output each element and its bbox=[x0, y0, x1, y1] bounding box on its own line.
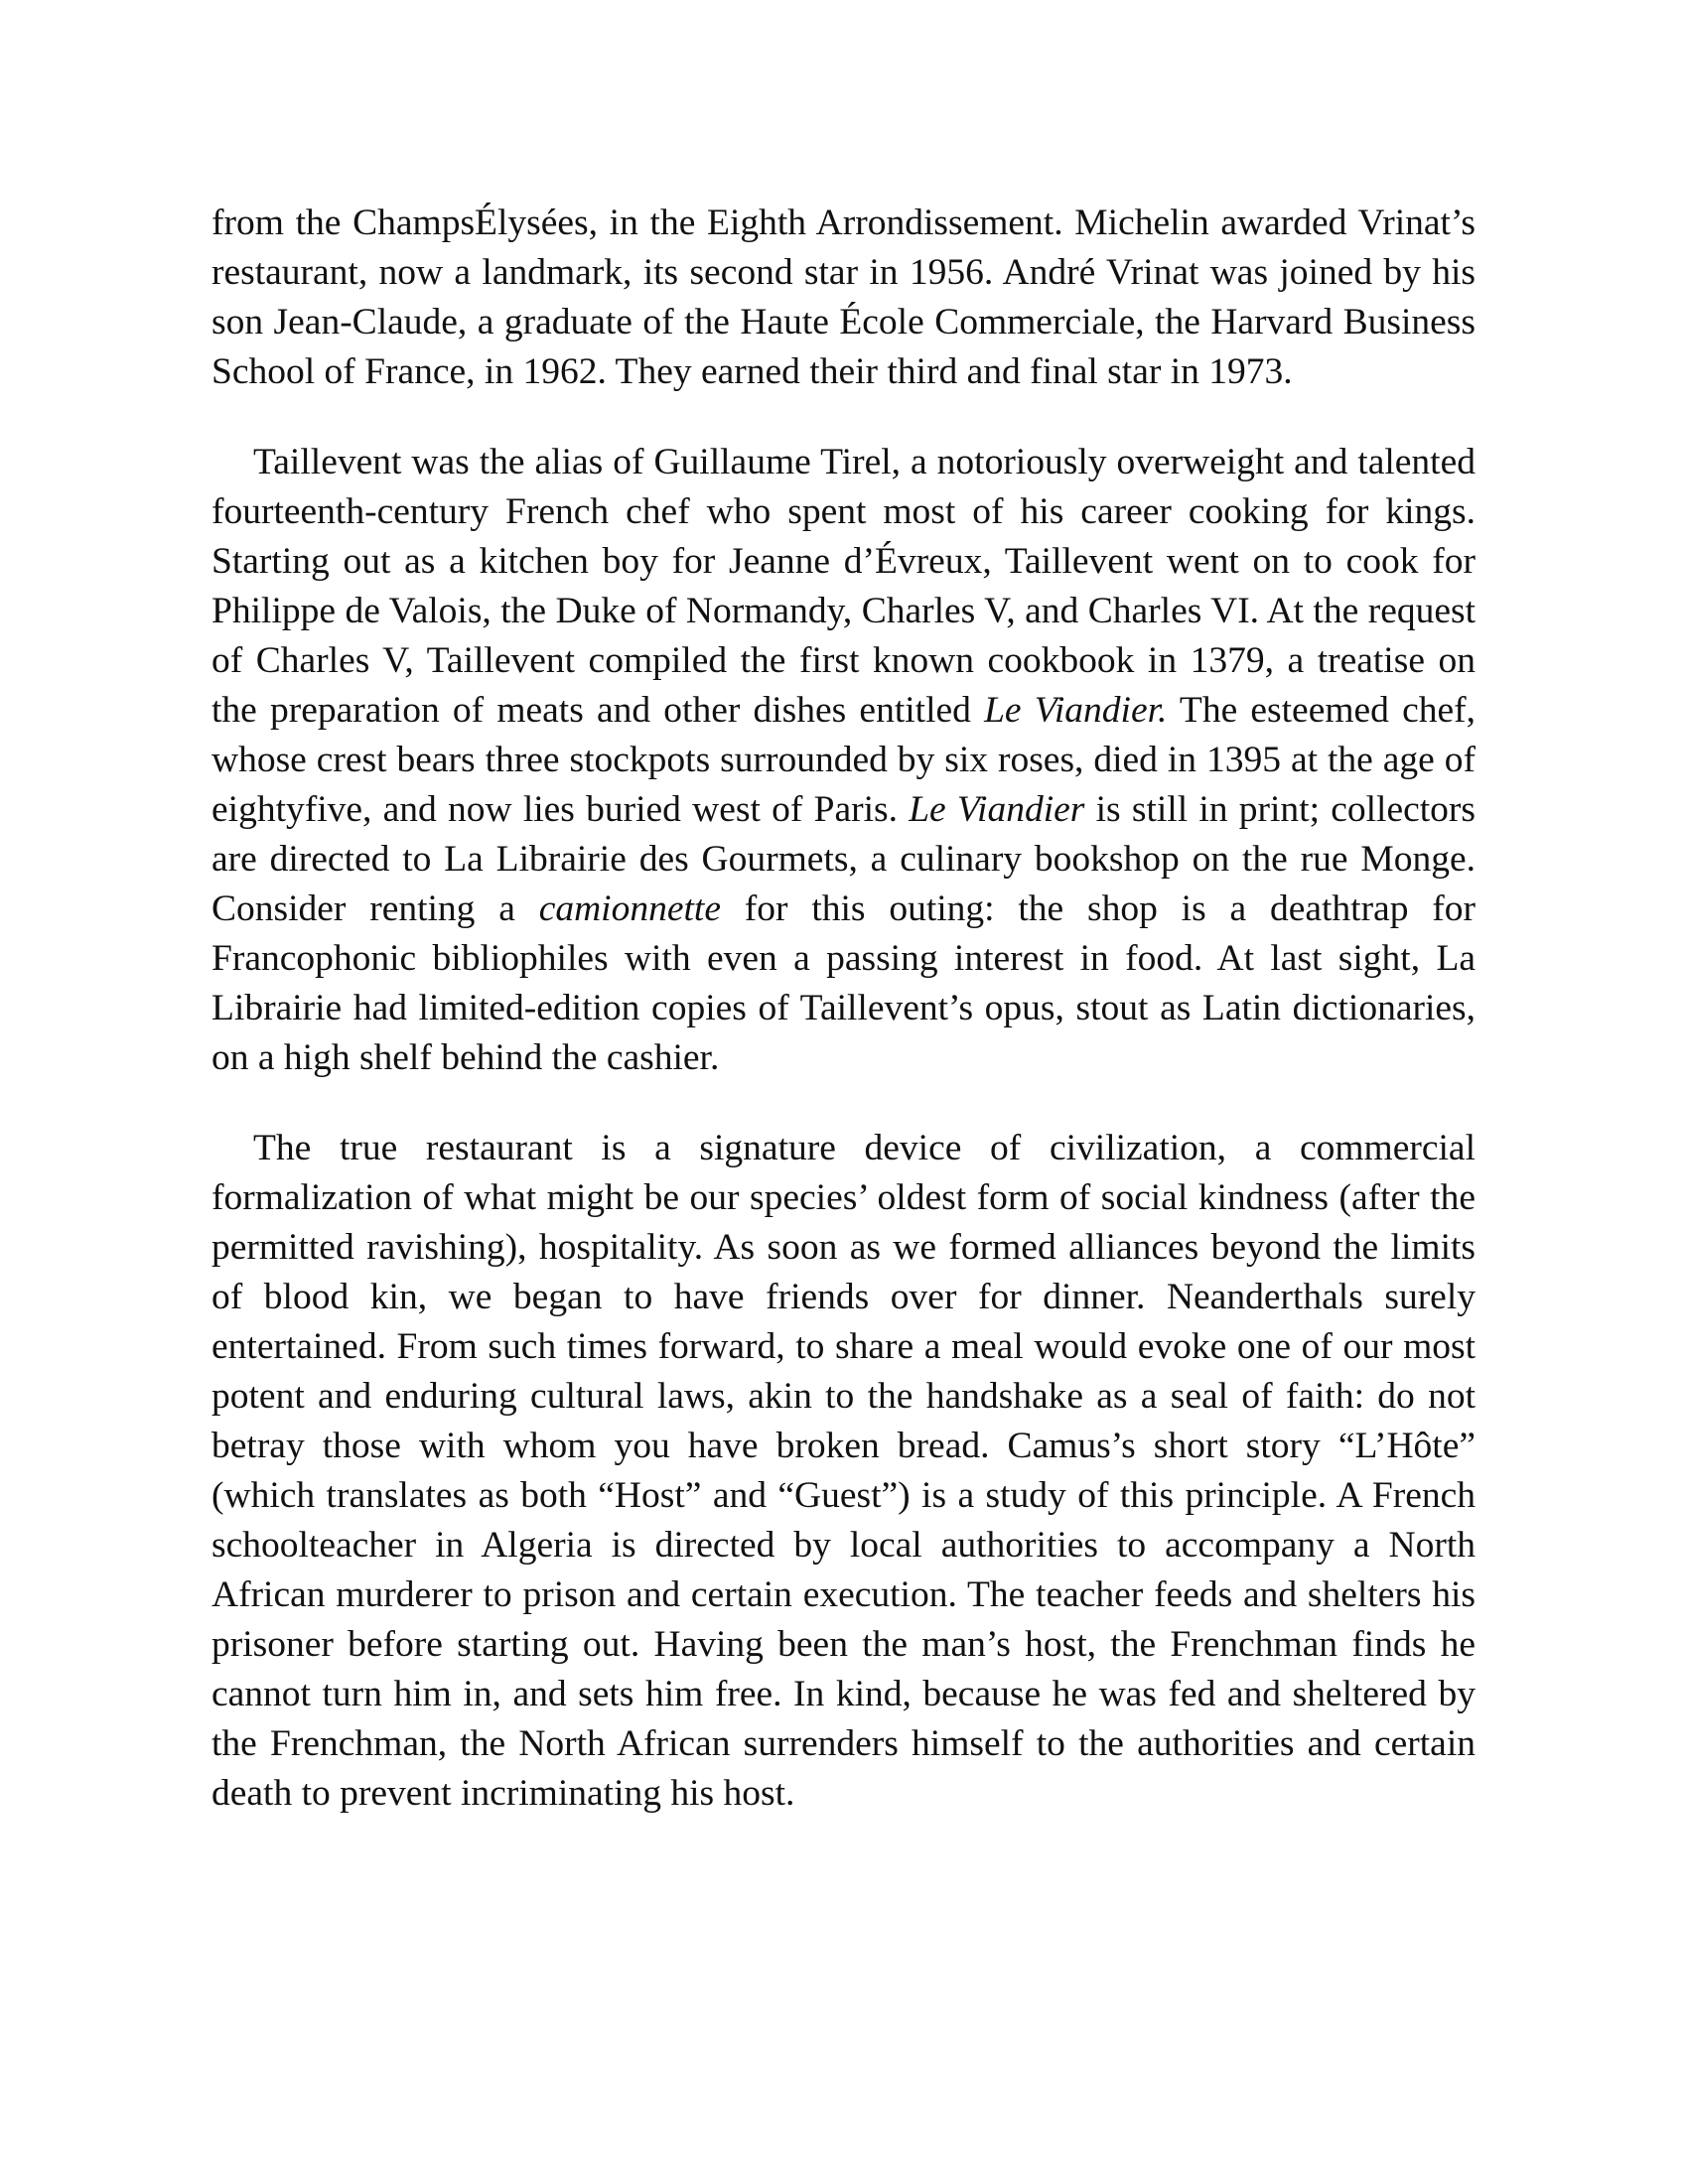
paragraph-2-text-2: The esteemed chef, whose crest bears three stockpots surrounded by six roses, died in 1395 at the age of eightyfive, and now lies buried west of Paris. bbox=[211, 690, 1476, 830]
paragraph-3 bbox=[211, 1124, 1476, 1819]
paragraph-2-text-1: Taillevent was the alias of Guillaume Tirel, a notoriously overweight and talented fourteenth-century French chef who spent most of his career cooking for kings. Starting out as a kitchen boy for Jeanne d’Évreux, Taillevent went on to cook for Philippe de Valois, the Duke of Normandy, Charles V, and Charles VI. At the request of Charles V, Taillevent compiled the first known cookbook in 1379, a treatise on the preparation of meats and other dishes entitled bbox=[211, 442, 1476, 731]
foreign-word-italic: camionnette bbox=[538, 888, 721, 929]
book-title-italic: Le Viandier. bbox=[984, 690, 1168, 731]
paragraph-1-text: from the ChampsÉlysées, in the Eighth Arrondissement. Michelin awarded Vrinat’s restaurant, now a landmark, its second star in 1956. André Vrinat was joined by his son Jean-Claude, a graduate of the Haute École Commerciale, the Harvard Business School of France, in 1962. They earned their third and final star in 1973. bbox=[211, 203, 1476, 392]
paragraph-3-text: The true restaurant is a signature device of civilization, a commercial formalization of what might be our species’ oldest form of social kindness (after the permitted ravishing), hospitality. As soon as we formed alliances beyond the limits of blood kin, we began to have friends over for dinner. Neanderthals surely entertained. From such times forward, to share a meal would evoke one of our most potent and enduring cultural laws, akin to the handshake as a seal of faith: do not betray those with whom you have broken bread. Camus’s short story “L’Hôte” (which translates as both “Host” and “Guest”) is a study of this principle. A French schoolteacher in Algeria is directed by local authorities to accompany a North African murderer to prison and certain execution. The teacher feeds and shelters his prisoner before starting out. Having been the man’s host, the Frenchman finds he cannot turn him in, and sets him free. In kind, because he was fed and sheltered by the Frenchman, the North African surrenders himself to the authorities and certain death to prevent incriminating his host. bbox=[211, 1128, 1476, 1814]
paragraph-2-text-4: for this outing: the shop is a deathtrap for Francophonic bibliophiles with even a passing interest in food. At last sight, La Librairie had limited-edition copies of Taillevent’s opus, stout as Latin dictionaries, on a high shelf behind the cashier. bbox=[211, 888, 1476, 1078]
document-page bbox=[211, 199, 1476, 1819]
paragraph-2 bbox=[211, 438, 1476, 1083]
paragraph-1 bbox=[211, 199, 1476, 397]
paragraph-2-text-3: is still in print; collectors are directed to La Librairie des Gourmets, a culinary bookshop on the rue Monge. Consider renting a bbox=[211, 789, 1476, 929]
book-title-italic: Le Viandier bbox=[909, 789, 1085, 830]
